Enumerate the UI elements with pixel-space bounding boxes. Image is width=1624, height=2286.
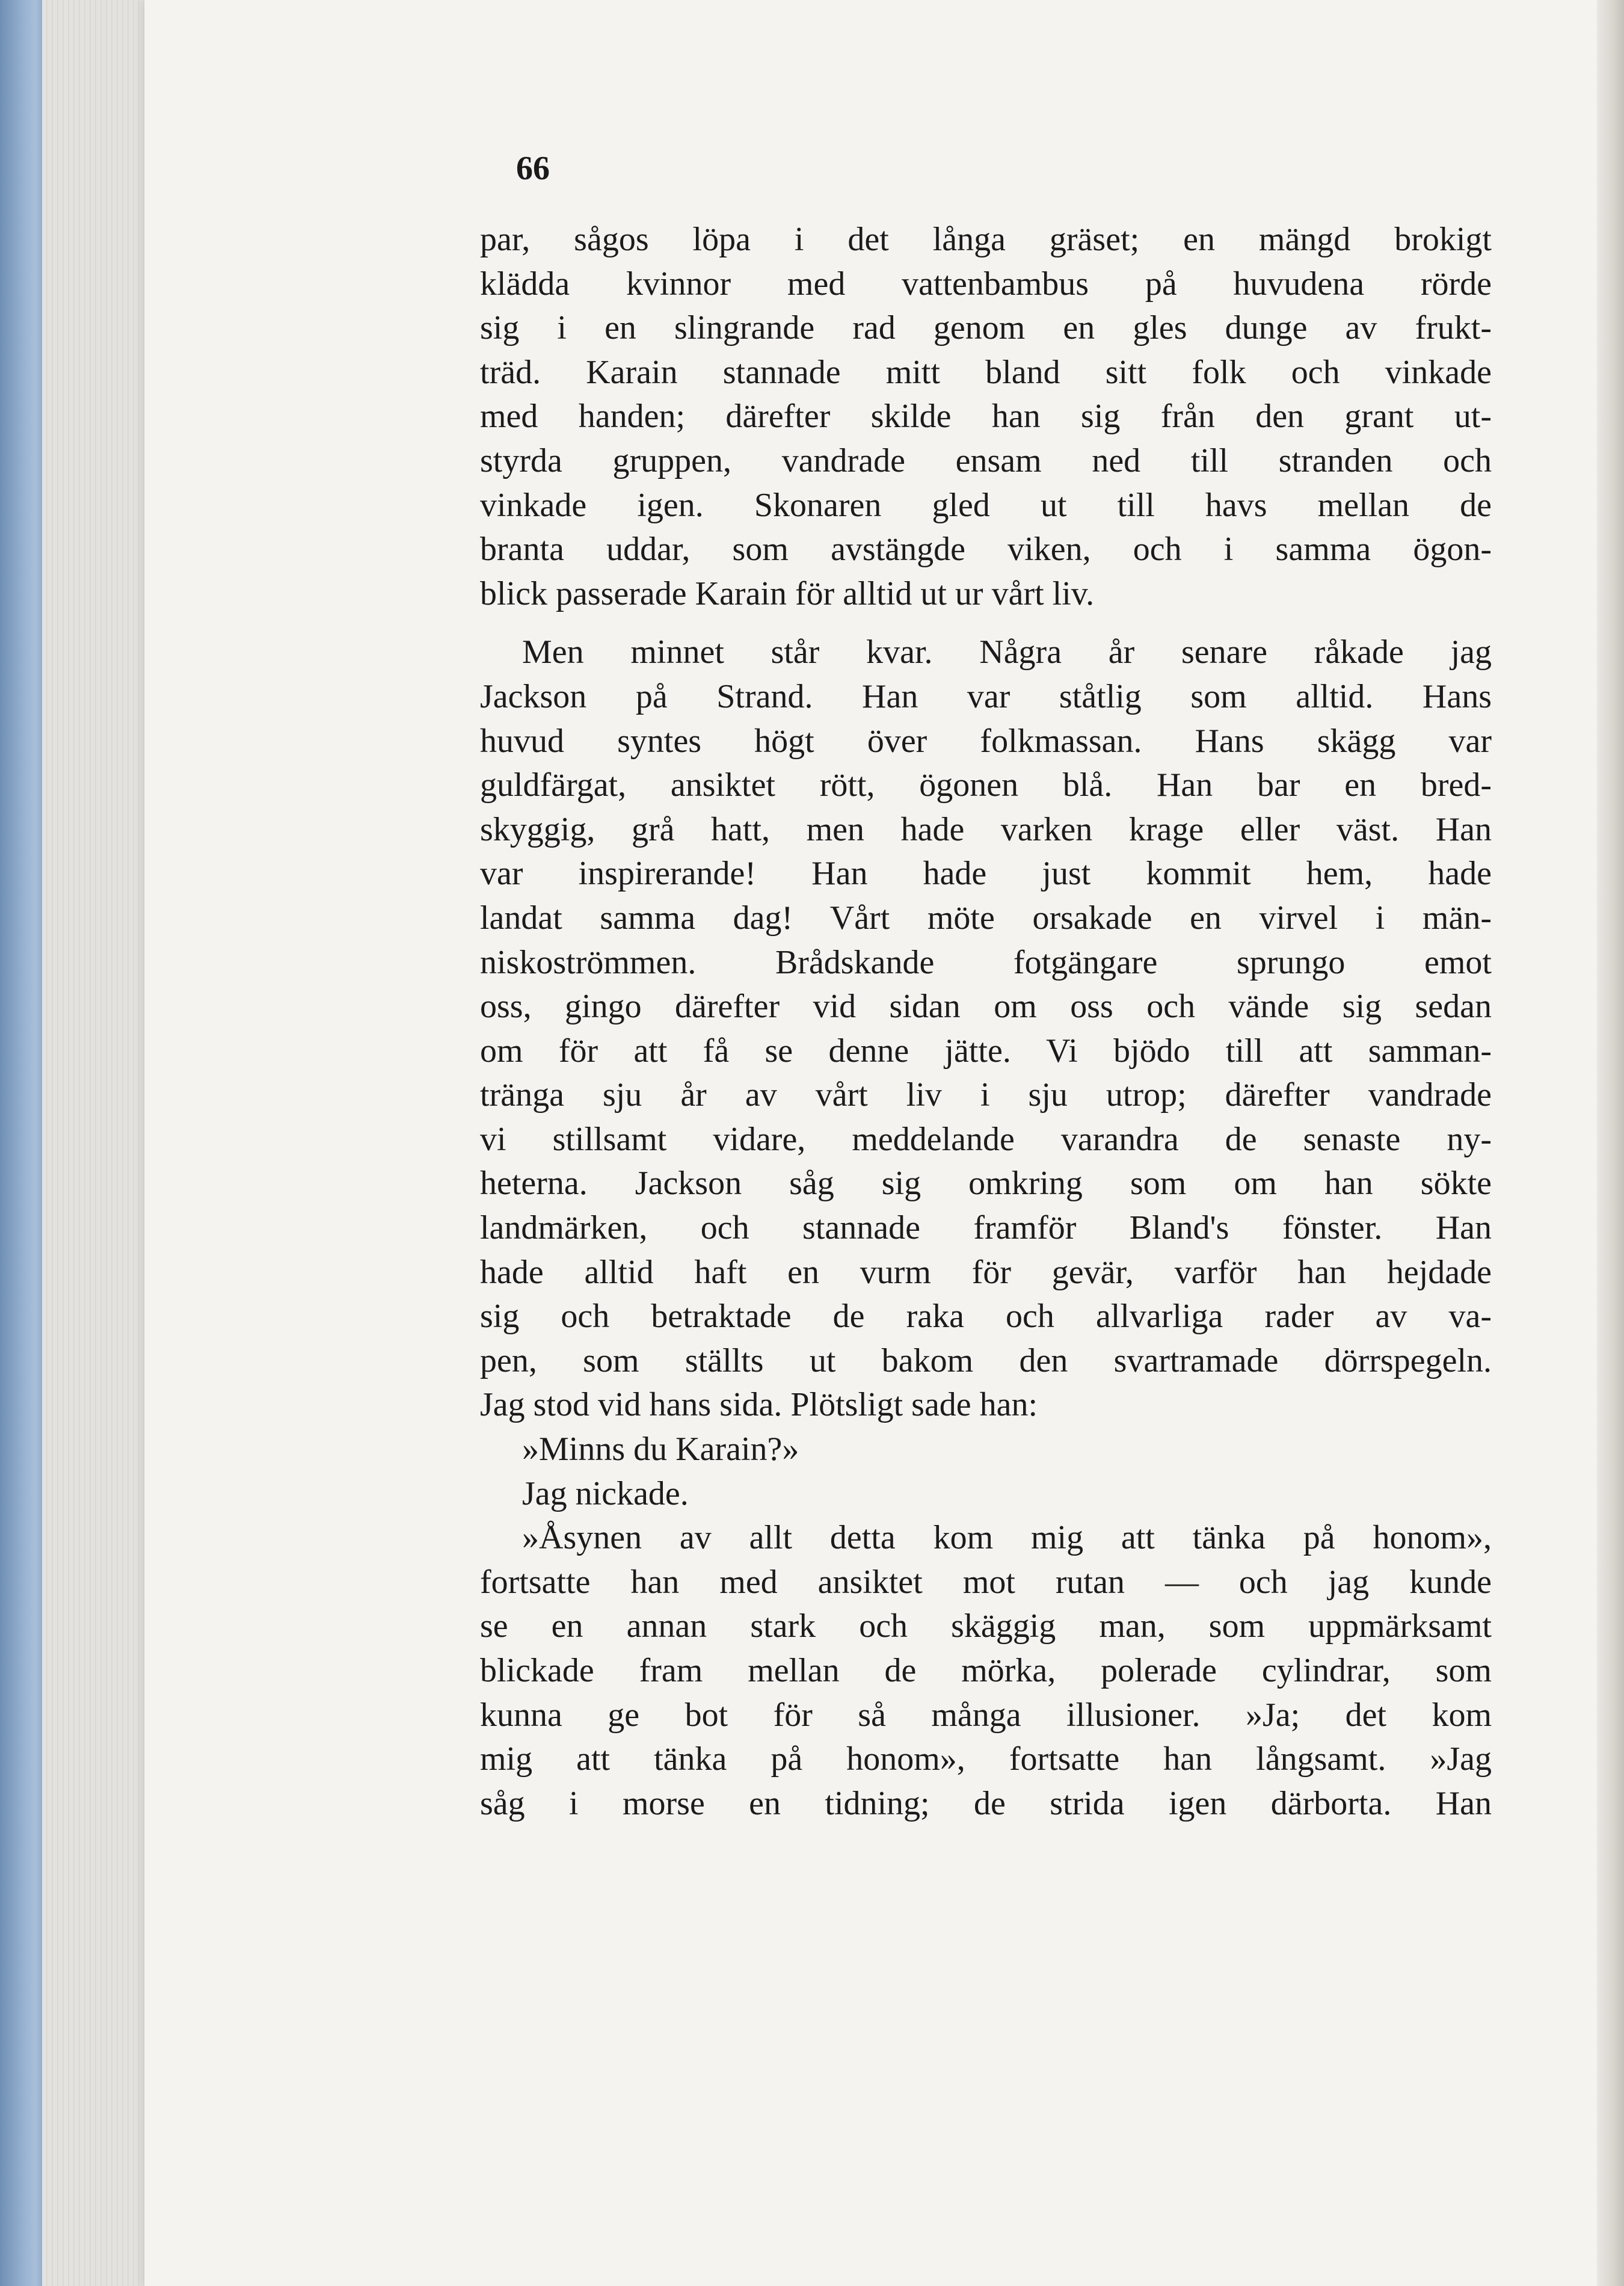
text-line: oss, gingo därefter vid sidan om oss och vände sig sedan [480, 988, 1492, 1026]
text-line: kunna ge bot för så många illusioner. »Ja; det kom [480, 1696, 1492, 1734]
text-line: vi stillsamt vidare, meddelande varandra de senaste ny- [480, 1120, 1492, 1158]
text-line: mig att tänka på honom», fortsatte han långsamt. »Jag [480, 1740, 1492, 1778]
page-number: 66 [516, 150, 550, 187]
text-line: tränga sju år av vårt liv i sju utrop; därefter vandrade [480, 1076, 1492, 1114]
text-line: styrda gruppen, vandrade ensam ned till stranden och [480, 442, 1492, 479]
text-line: träd. Karain stannade mitt bland sitt folk och vinkade [480, 353, 1492, 391]
dialogue-line: Jag nickade. [522, 1474, 689, 1512]
text-line: Jackson på Strand. Han var ståtlig som alltid. Hans [480, 677, 1492, 715]
dialogue-line: »Minns du Karain?» [522, 1431, 799, 1468]
text-line: var inspirerande! Han hade just kommit hem, hade [480, 855, 1492, 893]
text-line: guldfärgat, ansiktet rött, ögonen blå. Han bar en bred- [480, 766, 1492, 804]
text-line: landmärken, och stannade framför Bland's fönster. Han [480, 1209, 1492, 1247]
text-line: hade alltid haft en vurm för gevär, varför han hejdade [480, 1253, 1492, 1291]
text-line: landat samma dag! Vårt möte orsakade en virvel i män- [480, 899, 1492, 937]
text-line: heterna. Jackson såg sig omkring som om han sökte [480, 1165, 1492, 1203]
text-line: vinkade igen. Skonaren gled ut till havs mellan de [480, 486, 1492, 524]
text-line: Jag stod vid hans sida. Plötsligt sade han: [480, 1386, 1038, 1424]
page-right-edge [1597, 0, 1624, 2286]
text-line: branta uddar, som avstängde viken, och i samma ögon- [480, 531, 1492, 568]
text-line: klädda kvinnor med vattenbambus på huvudena rörde [480, 265, 1492, 303]
text-line: sig och betraktade de raka och allvarliga rader av va- [480, 1298, 1492, 1336]
text-line: sig i en slingrande rad genom en gles dunge av frukt- [480, 309, 1492, 347]
text-line: »Åsynen av allt detta kom mig att tänka på honom», [522, 1519, 1492, 1557]
text-line: pen, som ställts ut bakom den svartramade dörrspegeln. [480, 1342, 1492, 1379]
text-line: blickade fram mellan de mörka, polerade cylindrar, som [480, 1652, 1492, 1689]
text-line: se en annan stark och skäggig man, som uppmärksamt [480, 1607, 1492, 1645]
text-line: Men minnet står kvar. Några år senare råkade jag [522, 633, 1492, 671]
paragraph-gap [480, 616, 1492, 630]
body-text [480, 218, 1492, 1826]
text-line: skyggig, grå hatt, men hade varken krage eller väst. Han [480, 810, 1492, 848]
text-line: med handen; därefter skilde han sig från den grant ut- [480, 398, 1492, 436]
text-line: par, sågos löpa i det långa gräset; en mängd brokigt [480, 221, 1492, 258]
text-line: fortsatte han med ansiktet mot rutan — och jag kunde [480, 1563, 1492, 1601]
text-line: niskoströmmen. Brådskande fotgängare sprungo emot [480, 943, 1492, 981]
text-line: såg i morse en tidning; de strida igen därborta. Han [480, 1784, 1492, 1822]
text-line: om för att få se denne jätte. Vi bjödo till att samman- [480, 1032, 1492, 1070]
book-binding [0, 0, 47, 2286]
text-line: huvud syntes högt över folkmassan. Hans skägg var [480, 722, 1492, 760]
text-line: blick passerade Karain för alltid ut ur vårt liv. [480, 575, 1095, 612]
